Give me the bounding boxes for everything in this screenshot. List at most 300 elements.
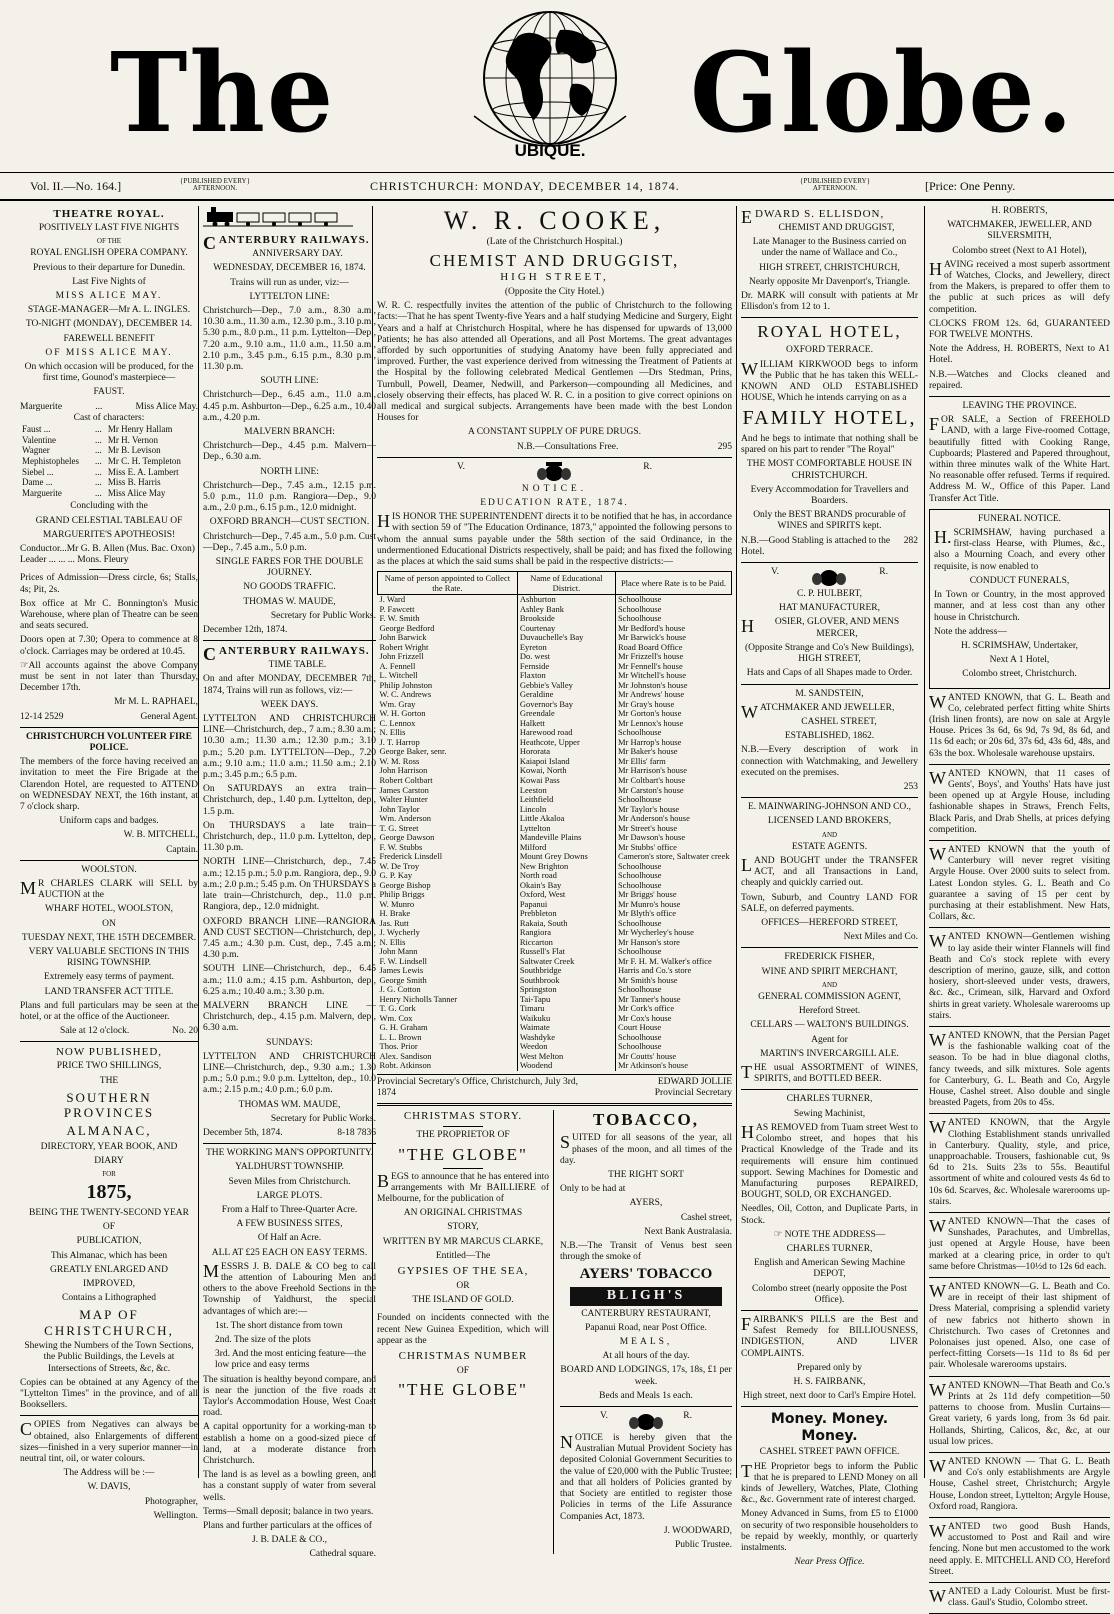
xmas-line: OF <box>456 1365 470 1376</box>
royal-crest-icon <box>811 567 847 589</box>
pawn-text: THE Proprietor begs to inform the Public that he is prepared to LEND Money on all kinds of Jewellery, Watches, Plate, Clothing &c., &c. Government rate of interest charged. <box>741 1460 918 1506</box>
large-plots: LARGE PLOTS. <box>256 1190 323 1201</box>
bligh-beds: Beds and Meals 1s each. <box>599 1390 693 1401</box>
almanac-line: PUBLICATION, <box>76 1236 142 1247</box>
tobacco-nb: N.B.—The Transit of Venus best seen through the smoke of <box>560 1241 732 1263</box>
pawn-near: Near Press Office. <box>794 1557 865 1568</box>
rate-header: Name of Educational District. <box>517 572 615 595</box>
district-name: Governor's Bay <box>517 700 615 710</box>
collector-name: H. Brake <box>379 908 411 919</box>
south-times: Christchurch—Dep., 6.45 a.m., 11.0 a.m., 4.45 p.m. Ashburton—Dep., 6.25 a.m., 10.40 a.m., 4.20 p.m. <box>203 390 376 423</box>
almanac-line: OF <box>102 1222 116 1233</box>
dots: ... <box>95 434 102 445</box>
lc-line: LYTTELTON AND CHRISTCHURCH LINE—Christchurch, dep., 7 a.m.; 8.30 a.m.; 10.30 a.m.; 11.30 a.m.; 12.30 p.m.; 3.10 p.m.; 5.20 p.m. LYTTELTON—Dep., 7.20 a.m.; 9.10 a.m.; 11.0 a.m.; 11.50 a.m.; 2.10 p.m.; 3.45 p.m.; 6.5 p.m. <box>203 714 376 781</box>
dale-addr: Cathedral square. <box>309 1549 376 1560</box>
payment-place: Mr Munro's house <box>615 900 731 910</box>
xmas-line: STORY, <box>447 1222 479 1233</box>
thursdays: On THURSDAYS a late train—Christchurch, dep., 11.0 p.m. Lyttelton, dep., 11.30 p.m. <box>203 820 376 854</box>
mj-next: Next Miles and Co. <box>843 932 918 943</box>
funeral-name: H. SCRIMSHAW, Undertaker, <box>961 640 1078 651</box>
bottom-ads <box>377 1110 732 1554</box>
almanac-line: PRICE TWO SHILLINGS, <box>56 1061 162 1072</box>
wanted-ad: WANTED KNOWN, that G. L. Beath and Co, celebrated perfect fitting white Shirts (Irish linen fronts), are now on sale at Argyle House. Prices 3s 6d, 6s 9d, 7s 9d, 8s 6d, and 11s 6d each; or 20s 6d, 37s 6d, 43s 6d, 48s, and 63s the box. Wholesale warehouse upstairs. <box>929 691 1110 759</box>
wanted-ad: WANTED a Lady Colourist. Must be first-class. Gaul's Studio, Colombo street. <box>929 1585 1110 1609</box>
xmas-line: "THE GLOBE" <box>398 1144 528 1164</box>
south-line: SOUTH LINE: <box>260 376 319 387</box>
xmas-line: "THE GLOBE" <box>398 1380 528 1400</box>
fairbank-addr: High street, next door to Carl's Empire Hotel. <box>743 1391 916 1402</box>
dots: ... <box>95 401 103 412</box>
collector-name: Robt. Atkinson <box>379 1060 431 1071</box>
sundays-text: LYTTELTON AND CHRISTCHURCH LINE—Christchurch, dep., 9.30 a.m.; 1.30 p.m.; 5.0 p.m.; 9.0 p.m. Lyttelton, dep., 10.0 a.m.; 2.15 p.m.; 4.0 p.m.; 6.0 p.m. <box>203 1051 376 1096</box>
royal-wines: Only the BEST BRANDS procurable of WINES and SPIRITS kept. <box>753 510 906 532</box>
woolston-sale: Sale at 12 o'clock. <box>60 1026 130 1037</box>
hul-hat: HAT MANUFACTURER, <box>779 603 880 614</box>
yaldhurst: YALDHURST TOWNSHIP. <box>235 1162 344 1173</box>
money-heading: Money. Money. Money. <box>770 1411 889 1444</box>
masthead-title-right: Globe. <box>690 27 1075 158</box>
column-2 <box>198 206 380 1560</box>
district-name: Rangiora <box>517 928 615 938</box>
funeral-next: Next A 1 Hotel, <box>989 655 1050 666</box>
district-name: Kaiapoi Island <box>517 757 615 767</box>
north-times: Christchurch—Dep., 7.45 a.m., 12.15 p.m. 5.0 p.m., 11.0 p.m. Rangiora—Dep., 9.0 a.m., 2.0 p.m., 6.15 p.m., 12.0 midnight. <box>203 480 376 514</box>
wanted-ad: WANTED two good Bush Hands, accustomed to Post and Rail and wire fencing. None but men accustomed to the work need apply. E. MITCHELL AND CO, Hereford Street. <box>929 1520 1110 1577</box>
davis-text: COPIES from Negatives can always be obtained, also Enlargements of different sizes—finished in a very superior manner—in neutral tint, oil, or water colours. <box>20 1419 198 1464</box>
week-days: WEEK DAYS. <box>260 699 319 710</box>
funeral-title: FUNERAL NOTICE. <box>977 513 1062 524</box>
payment-place: Schoolhouse <box>615 919 731 929</box>
cast-title: Cast of characters: <box>73 412 145 423</box>
fire-sign-title: Captain. <box>166 844 198 855</box>
payment-place: Mr Hanson's store <box>615 938 731 948</box>
payment-place: Court House <box>615 1023 731 1033</box>
doors: Doors open at 7.30; Opera to commence at 8 o'clock. Carriages may be ordered at 10.45. <box>20 635 198 657</box>
district-name: Prebbleton <box>517 909 615 919</box>
saturdays: On SATURDAYS an extra train—Christchurch, dep., 1.40 p.m. Lyttelton, dep., 1.5 p.m. <box>203 784 376 817</box>
payment-place: Mr Street's house <box>615 824 731 834</box>
almanac-line: This Almanac, which has been <box>50 1250 168 1261</box>
collector-name: Robert Wright <box>379 641 429 652</box>
mj-trade: LICENSED LAND BROKERS, <box>767 816 892 827</box>
payment-place: Schoolhouse <box>615 795 731 805</box>
collector-name: A. Fennell <box>379 660 416 671</box>
cooke-street: HIGH STREET, <box>500 270 609 283</box>
bligh-hours: At all hours of the day. <box>602 1351 690 1362</box>
funeral-notice <box>929 509 1110 689</box>
tobacco-text: SUITED for all seasons of the year, all phases of the moon, and all times of the day. <box>560 1132 732 1166</box>
dale-plans: Plans and further particulars at the offices of <box>203 1521 372 1532</box>
davis-place: Wellington. <box>153 1510 198 1521</box>
district-name: Leeston <box>517 786 615 796</box>
mj-text: LAND BOUGHT under the TRANSFER ACT, and all Transactions in Land, cheaply and quickly carried out. <box>741 854 918 889</box>
xmas-title: CHRISTMAS STORY. <box>403 1110 523 1123</box>
issue-date: CHRISTCHURCH: MONDAY, DECEMBER 14, 1874. <box>370 179 680 193</box>
malvern2: MALVERN BRANCH LINE — Christchurch, dep., 4.15 p.m. Malvern, dep., 6.30 a.m. <box>203 1000 376 1034</box>
payment-place: Schoolhouse <box>615 881 731 891</box>
cooke-name: W. R. COOKE, <box>443 206 666 235</box>
district-name: Weedon <box>517 1042 615 1052</box>
rate-table <box>377 571 732 1071</box>
payment-place: Schoolhouse <box>615 595 731 605</box>
wanted-ad: WANTED KNOWN, that 11 cases of Gents', Boys', and Youths' Hats have just been opened up at Argyle House, including fashionable shapes in Straws, French Felts, Black Paris, and Drab Shells, at prices defying competition. <box>929 767 1110 835</box>
concluding-line: GRAND CELESTIAL TABLEAU OF <box>35 515 183 526</box>
tobacco-next: Next Bank Australasia. <box>644 1226 732 1237</box>
payment-place: Mr Bedford's house <box>615 624 731 634</box>
collector-name: C. Lennox <box>379 717 416 728</box>
ellisdon-near: Nearly opposite Mr Davenport's, Triangle. <box>748 276 911 287</box>
sundays: SUNDAYS: <box>266 1037 313 1048</box>
rail2-title: CANTERBURY RAILWAYS. <box>203 644 370 665</box>
fisher: FREDERICK FISHER, <box>784 952 875 963</box>
collector-name: Philip Johnston <box>379 679 433 690</box>
role-name: Valentine <box>22 434 56 445</box>
raphael-name: Mr M. L. RAPHAEL, <box>114 697 198 708</box>
almanac-line: SOUTHERN PROVINCES <box>63 1089 155 1121</box>
collector-name: John Frizzell <box>379 651 424 662</box>
column-4 <box>736 206 922 1568</box>
theatre-line: ROYAL ENGLISH OPERA COMPANY. <box>30 248 188 259</box>
district-name: North road <box>517 871 615 881</box>
collector-name: John Harrison <box>379 765 428 776</box>
theatre-title: THEATRE ROYAL. <box>53 208 165 220</box>
turner-needles: Needles, Oil, Cotton, and Duplicate Parts, in Stock. <box>741 1204 918 1226</box>
fairbank-text: FAIRBANK'S PILLS are the Best and Safest Remedy for BILLIOUSNESS, INDIGESTION, AND LIVER COMPLAINTS. <box>741 1313 918 1359</box>
dale-point: 1st. The short distance from town <box>215 1320 343 1331</box>
maude2-ref: 8-18 7836 <box>337 1127 376 1138</box>
fisher-street: Hereford Street. <box>798 1006 861 1017</box>
cooke-nb: N.B.—Consultations Free. <box>517 441 619 452</box>
tobacco-ads <box>560 1110 732 1554</box>
theatre-line: Last Five Nights of <box>72 276 146 287</box>
wanted-ad: WANTED KNOWN, that the Persian Paget is the fashionable walking coat of the season. To be had in blue diagonal cloths, fancy tweeds, and silk mixtures. Sole agents for Canterbury, G. L. Beath and Co, Argyle House, Cashel street. Also double and single breasted Pagets, from 20s to 45s. <box>929 1030 1110 1109</box>
royal-nb: N.B.—Good Stabling is attached to the Hotel. <box>741 535 891 557</box>
role-name: Marguerite <box>22 487 62 498</box>
district-name: Leithfield <box>517 795 615 805</box>
tobacco-big: AYERS' TOBACCO <box>579 1266 713 1283</box>
edu-office: Provincial Secretary's Office, Christchurch, July 3rd, 1874 <box>377 1076 578 1099</box>
payment-place: Mr Blyth's office <box>615 909 731 919</box>
collector-name: L. L. Brown <box>379 1031 422 1042</box>
wanted-ad: WANTED KNOWN, that the Argyle Clothing Establishment stands unrivalled in Canterbury. Quality, style, and price, unapproachable. Trousers, fashionable cut, 9s 6d to 21s. Suits 23s to 55s. Beautiful assortment of white and coloured vests 4s 6d to 10s 6d. Scarves, &c. Wholesale warerooms up-stairs. <box>929 1117 1110 1207</box>
collector-name: N. Ellis <box>379 727 406 738</box>
tobacco-only: Only to be had at <box>560 1184 626 1195</box>
fisher-agent: Agent for <box>811 1034 848 1045</box>
rail2-intro: On and after MONDAY, DECEMBER 7th, 1874, Trains will run as follows, viz:— <box>203 674 376 696</box>
amp-sign: J. WOODWARD, <box>663 1525 732 1536</box>
theatre-line: MISS ALICE MAY. <box>55 291 163 302</box>
collector-name: W. H. Gorton <box>379 708 426 719</box>
woolston-text: MR CHARLES CLARK will SELL by AUCTION at the <box>20 878 198 901</box>
almanac-line: FOR <box>102 1170 116 1179</box>
vr-r: R. <box>643 461 652 472</box>
fisher-and: AND <box>821 980 838 989</box>
theatre-line: Previous to their departure for Dunedin. <box>33 262 185 273</box>
train-icon <box>203 206 353 228</box>
collector-name: Thos. Prior <box>379 1041 418 1052</box>
mj-estate: ESTATE AGENTS. <box>791 841 868 852</box>
payment-place: Mr Witchell's house <box>615 671 731 681</box>
woolston-line: Extremely easy terms of payment. <box>43 972 175 983</box>
ellisdon-trade: CHEMIST AND DRUGGIST, <box>778 222 895 233</box>
concluding-line: MARGUERITE'S APOTHEOSIS! <box>42 529 176 540</box>
district-name: Gebbie's Valley <box>517 681 615 691</box>
amp-sign-title: Public Trustee. <box>674 1539 732 1550</box>
column-1 <box>16 206 202 1521</box>
cast-row <box>20 467 198 478</box>
district-name: Eyreton <box>517 643 615 653</box>
edu-text: HIS HONOR THE SUPERINTENDENT directs it to be notified that he has, in accordance with section 59 of "The Education Ordinance, 1873," appointed the following persons to whom the annual sums payable under the 58th section of the said Ordinance, in the undermentioned Educational Districts respectively, shall be paid; and has fixed the following as the places at which the said sums shall be paid in the respective districts:— <box>377 511 732 567</box>
column-3 <box>372 206 736 1550</box>
fire-uniform: Uniform caps and badges. <box>59 816 159 827</box>
district-name: Springston <box>517 985 615 995</box>
tobacco-title: TOBACCO, <box>593 1110 699 1130</box>
payment-place: Mr Lennox's house <box>615 719 731 729</box>
collector-name: T. G. Street <box>379 822 419 833</box>
maude2-name: THOMAS WM. MAUDE, <box>238 1099 341 1110</box>
woolston-line: ON <box>102 918 116 929</box>
wanted-ad: WANTED KNOWN—Gentlemen wishing to lay aside their winter Flannels will find Beath and Co's stock replete with every description of merino, gauze, silk, and cotton hosiery, short-sleeved under vests, drawers, &c. &c., Crimean, silk, Harvard and Oxford shirts in great variety. Wholesale warerooms up stairs. <box>929 931 1110 1021</box>
actor-name: Mr H. Vernon <box>107 434 158 445</box>
xmas-line: AN ORIGINAL CHRISTMAS <box>403 1208 523 1219</box>
table-row <box>378 786 732 796</box>
working-man-title: THE WORKING MAN'S OPPORTUNITY. <box>205 1148 374 1159</box>
south2: SOUTH LINE—Christchurch, dep., 6.45 a.m.; 11.0 a.m.; 4.15 p.m. Ashburton, dep., 6.25 a.m.; 10.40 a.m.; 3.30 p.m. <box>203 964 376 997</box>
davis-address: The Address will be :— <box>63 1468 155 1479</box>
hul-hats: Hats and Caps of all Shapes made to Order. <box>746 668 913 679</box>
actor-name: Mr C. H. Templeton <box>107 455 181 466</box>
almanac-line: MAP OF CHRISTCHURCH, <box>44 1307 174 1338</box>
fire-sign: W. B. MITCHELL, <box>123 830 198 841</box>
collector-name: G. P. Kay <box>379 870 413 881</box>
turner-depot: English and American Sewing Machine DEPOT, <box>754 1258 905 1280</box>
davis-title: Photographer, <box>144 1496 198 1507</box>
dale-sign: J. B. DALE & CO., <box>252 1535 327 1546</box>
hul-hosier: HOSIER, GLOVER, AND MENS MERCER, <box>741 616 900 639</box>
collector-name: J. T. Harrop <box>379 736 420 747</box>
district-name: Mount Grey Downs <box>517 852 615 862</box>
payment-place: Mr Gorton's house <box>615 709 731 719</box>
payment-place: Schoolhouse <box>615 728 731 738</box>
marguerite-line <box>20 402 198 413</box>
district-name: Do. west <box>517 652 615 662</box>
wanted-ad: WANTED KNOWN—That the cases of Sunshades, Parachutes, and Umbrellas, just opened at Argyle House, have been marked at a clearing price, in order to qu't same before Christmas—10½d to 12s 6d each. <box>929 1216 1110 1272</box>
wanted-ad: WANTED KNOWN — That G. L. Beath and Co's only establishments are Argyle House, Cashel street, Christchurch; Argyle House, London street, Lyttelton; Argyle House, Oxford road, Rangiora. <box>929 1455 1110 1512</box>
payment-place: Mr Smith's house <box>615 976 731 986</box>
district-name: Russell's Flat <box>517 947 615 957</box>
box-office: Box office at Mr C. Bonnington's Music Warehouse, where plan of Theatre can be seen and seats secured. <box>20 598 198 632</box>
payment-place: Mr Dawson's house <box>615 833 731 843</box>
cooke-text: W. R. C. respectfully invites the attention of the public of Christchurch to the following facts:—That he has spent Twenty-five Years and a half studying Medicine and Surgery, Eight Years and a half at Christchurch Hospital, where he has dispensed for upwards of 13,000 Patients; he has also attended all Operations, and all Post Mortems. The great advantages afforded by such opportunities of studying Anatomy have been fully appreciated and improved. Further, the vast experience derived from witnessing the Treatment of Patients at the Hospital by the following celebrated Medical Gentlemen —Drs Stedman, Prins, Turnbull, Powell, Deamer, Nedwill, and Parkerson—compounding all Medicines, and closely observing their effects, has placed W. R. C. in a position to give correct opinions on all medical and surgical subjects. Arrangements have been made with the best London Houses for <box>377 301 732 424</box>
turner-addr: Colombo street (nearly opposite the Post Office). <box>752 1283 907 1305</box>
role-name: Wagner <box>22 445 50 456</box>
dots: ... <box>95 424 102 435</box>
collector-name: W. Munro <box>379 898 415 909</box>
district-name: Brookside <box>517 614 615 624</box>
collector-name: Philip Briggs <box>379 889 425 900</box>
oxford-branch: OXFORD BRANCH—CUST SECTION. <box>209 517 370 528</box>
dale-situation: The situation is healthy beyond compare, and is near the junction of the five roads at Taylor's Accommodation House, West Coast road. <box>203 1374 376 1419</box>
district-name: Riccarton <box>517 938 615 948</box>
payment-place: Cameron's store, Saltwater creek <box>615 852 731 862</box>
accounts-notice: ☞All accounts against the above Company must be sent in not later than Thursday, December 17th. <box>20 660 198 694</box>
published-notice-left: {PUBLISHED EVERY} AFTERNOON. <box>180 177 250 192</box>
malvern-branch: MALVERN BRANCH: <box>244 427 335 438</box>
roberts-nb: N.B.—Watches and Clocks cleaned and repaired. <box>929 369 1110 391</box>
cast-row <box>20 435 198 446</box>
payment-place: Mr Harrison's house <box>615 766 731 776</box>
collector-name: George Bedford <box>379 622 435 633</box>
davis-name: W. DAVIS, <box>87 1482 131 1493</box>
payment-place: Mr Briggs' house <box>615 890 731 900</box>
collector-name: Jas. Rutt <box>379 917 409 928</box>
collector-name: W. De Troy <box>379 860 420 871</box>
payment-place: Mr Barwick's house <box>615 633 731 643</box>
cast-row <box>20 477 198 488</box>
collector-name: Wm. Cox <box>379 1012 413 1023</box>
wanted-ad: WANTED KNOWN—That Beath and Co.'s Prints at 2s 11d defy competition—50 patterns to choose from. Muslin Curtains—Great variety, 6 yards long, from 3s 6d pair. Hollands, Shirting, Calicos, &c, &c, at our usual low prices. <box>929 1379 1110 1447</box>
royal-family: FAMILY HOTEL, <box>742 407 917 430</box>
collector-name: W. M. Ross <box>379 755 420 766</box>
district-name: Lyttelton <box>517 824 615 834</box>
theatre-line: STAGE-MANAGER—Mr A. L. INGLES. <box>27 305 191 316</box>
collector-name: George Dawson <box>379 832 435 843</box>
role-name: Faust ... <box>22 424 51 435</box>
district-name: Geraldine <box>517 690 615 700</box>
district-name: New Brighton <box>517 862 615 872</box>
tobacco-ayers: AYERS, <box>629 1198 663 1209</box>
payment-place: Schoolhouse <box>615 1033 731 1043</box>
dots: ... <box>95 455 102 466</box>
xmas-line: CHRISTMAS NUMBER <box>398 1350 528 1362</box>
table-row <box>378 833 732 843</box>
payment-place: Mr Tanner's house <box>615 995 731 1005</box>
dale-land: The land is as level as a bowling green, and has a constant supply of water from several wells. <box>203 1470 376 1503</box>
payment-place: Mr Coutts' house <box>615 1052 731 1062</box>
bligh-banner: BLIGH'S <box>570 1287 722 1306</box>
funeral-note: Note the address— <box>934 626 1007 637</box>
royal-text: WILLIAM KIRKWOOD begs to inform the Public that he has taken this WELL-KNOWN AND OLD ESTABLISHED HOUSE, Which he intends carrying on as a <box>741 358 918 404</box>
table-row <box>378 814 732 824</box>
timetable: TIME TABLE. <box>268 660 327 671</box>
hul-v: V. <box>771 567 780 578</box>
almanac-year: 1875, <box>86 1181 132 1204</box>
dale-terms: Terms—Small deposit; balance in two years. <box>203 1506 374 1517</box>
payment-place: Schoolhouse <box>615 1042 731 1052</box>
collector-name: J. G. Cotton <box>379 984 421 995</box>
payment-place: Schoolhouse <box>615 614 731 624</box>
fisher-trade: WINE AND SPIRIT MERCHANT, <box>761 966 898 977</box>
funeral-text: H.SCRIMSHAW, having purchased a first-class Hearse, with Plumes, &c., also a Mourning Coach, and every other requisite, is now enabled to <box>934 527 1105 572</box>
dale-point: 2nd. The size of the plots <box>215 1335 311 1345</box>
published-notice-right: {PUBLISHED EVERY} AFTERNOON. <box>800 177 870 192</box>
no-goods: NO GOODS TRAFFIC. <box>243 582 336 593</box>
cooke-opp: (Opposite the City Hotel.) <box>504 286 605 297</box>
district-name: Fernside <box>517 662 615 672</box>
theatre-line: POSITIVELY LAST FIVE NIGHTS <box>38 222 180 233</box>
district-name: Ashburton <box>517 595 615 605</box>
collector-name: George Bishop <box>379 879 431 890</box>
cast-row <box>20 488 198 499</box>
role-name: Dame ... <box>22 477 53 488</box>
table-row <box>378 1004 732 1014</box>
woolston-lines <box>20 904 198 997</box>
almanac-line: DIRECTORY, YEAR BOOK, AND <box>40 1141 178 1152</box>
table-row <box>378 1033 732 1043</box>
actor-name: Mr Henry Hallam <box>107 424 173 435</box>
theatre-line: TO-NIGHT (MONDAY), DECEMBER 14. <box>25 319 193 330</box>
cast-table <box>20 424 198 498</box>
bligh-rest: CANTERBURY RESTAURANT, <box>581 1308 711 1319</box>
turner-note: ☞ NOTE THE ADDRESS— <box>773 1229 886 1240</box>
pawn-title: CASHEL STREET PAWN OFFICE. <box>759 1447 900 1458</box>
collector-name: F. W. Lindsell <box>379 955 427 966</box>
turner: CHARLES TURNER, <box>786 1094 873 1105</box>
bligh-meals: MEALS, <box>619 1337 673 1348</box>
almanac-line: GREATLY ENLARGED AND <box>50 1264 168 1275</box>
collector-name: N. Ellis <box>379 936 406 947</box>
mj-name: E. MAINWARING-JOHNSON AND CO., <box>747 802 912 813</box>
royal-title: ROYAL HOTEL, <box>757 322 902 342</box>
collector-name: W. C. Andrews <box>379 689 432 700</box>
actor-name: Mr B. Levison <box>107 445 161 456</box>
district-name: Ashley Bank <box>517 605 615 615</box>
dots: ... <box>95 445 102 456</box>
fire-title: CHRISTCHURCH VOLUNTEER FIRE POLICE. <box>26 731 192 753</box>
district-name: Lincoln <box>517 805 615 815</box>
district-name: Papanui <box>517 900 615 910</box>
payment-place: Road Board Office <box>615 643 731 653</box>
funeral-conduct: CONDUCT FUNERALS, <box>969 575 1070 586</box>
christmas-story <box>377 1110 554 1554</box>
district-name: Timaru <box>517 1004 615 1014</box>
sand-nb: N.B.—Every description of work in connection with Watchmaking, and Jewellery executed on the premises. <box>741 745 918 778</box>
wanted-ad: WANTED KNOWN—G. L. Beath and Co. are in receipt of their last shipment of Dress Material, comprising a splendid variety of new fabrics not hitherto shown in Christchurch. Two cases of Cretonnes and Polonaises just opened. Also, one case of perfect-fitting Corsets—1s 11d to 8s 6d per pair. Wholesale warerooms upstairs. <box>929 1281 1110 1371</box>
concluding <box>20 501 198 541</box>
district-name: Rakaia, South <box>517 919 615 929</box>
mj-and: AND <box>821 830 838 839</box>
tobacco-right: THE RIGHT SORT <box>608 1170 684 1181</box>
district-name: Courtenay <box>517 624 615 634</box>
volume-number: Vol. II.—No. 164.] <box>30 179 122 193</box>
bligh-addr: Papanui Road, near Post Office. <box>585 1322 707 1333</box>
cooke-ref: 295 <box>717 441 732 452</box>
price: [Price: One Penny. <box>925 179 1016 193</box>
edu-title: EDUCATION RATE, 1874. <box>480 497 629 508</box>
payment-place: Schoolhouse <box>615 985 731 995</box>
theatre-line: FAREWELL BENEFIT <box>63 333 155 344</box>
turner-trade: Sewing Machinist, <box>793 1108 866 1119</box>
royal-every: Every Accommodation for Travellers and Boarders. <box>750 484 909 507</box>
mj-town: Town, Suburb, and Country LAND FOR SALE, on deferred payments. <box>741 892 918 914</box>
xmas-line: GYPSIES OF THE SEA, <box>397 1265 529 1278</box>
district-name: Southbridge <box>517 966 615 976</box>
woolston-line: TUESDAY NEXT, THE 15TH DECEMBER. <box>21 932 197 943</box>
turner-text: HAS REMOVED from Tuam street West to Colombo street, and hopes that his Practical Knowledge of the Trade and its requirements will ensure him continued support. Sewing Machines for Domestic and Manufacturing purposes REPAIRED, BOUGHT, SOLD, OR EXCHANGED. <box>741 1121 918 1201</box>
conductor: Conductor...Mr G. B. Allen (Mus. Bac. Oxon) Leader ... ... ... Mons. Fleury <box>20 543 195 566</box>
funeral-text2: In Town or Country, in the most approved manner, and at less cost than any other house in Christchurch. <box>934 590 1105 623</box>
payment-place: Mr Taylor's house <box>615 805 731 815</box>
collector-name: James Lewis <box>379 965 424 976</box>
collector-name: John Mann <box>379 946 418 957</box>
of-half: Of Half an Acre. <box>257 1233 322 1244</box>
district-name: West Melton <box>517 1052 615 1062</box>
payment-place: Mr Fennell's house <box>615 662 731 672</box>
cast-row <box>20 424 198 435</box>
woolston-title: WOOLSTON. <box>81 864 137 875</box>
royal-most: THE MOST COMFORTABLE HOUSE IN CHRISTCHURCH. <box>746 459 913 481</box>
roberts-note: Note the Address, H. ROBERTS, Next to A1 Hotel. <box>929 344 1110 366</box>
